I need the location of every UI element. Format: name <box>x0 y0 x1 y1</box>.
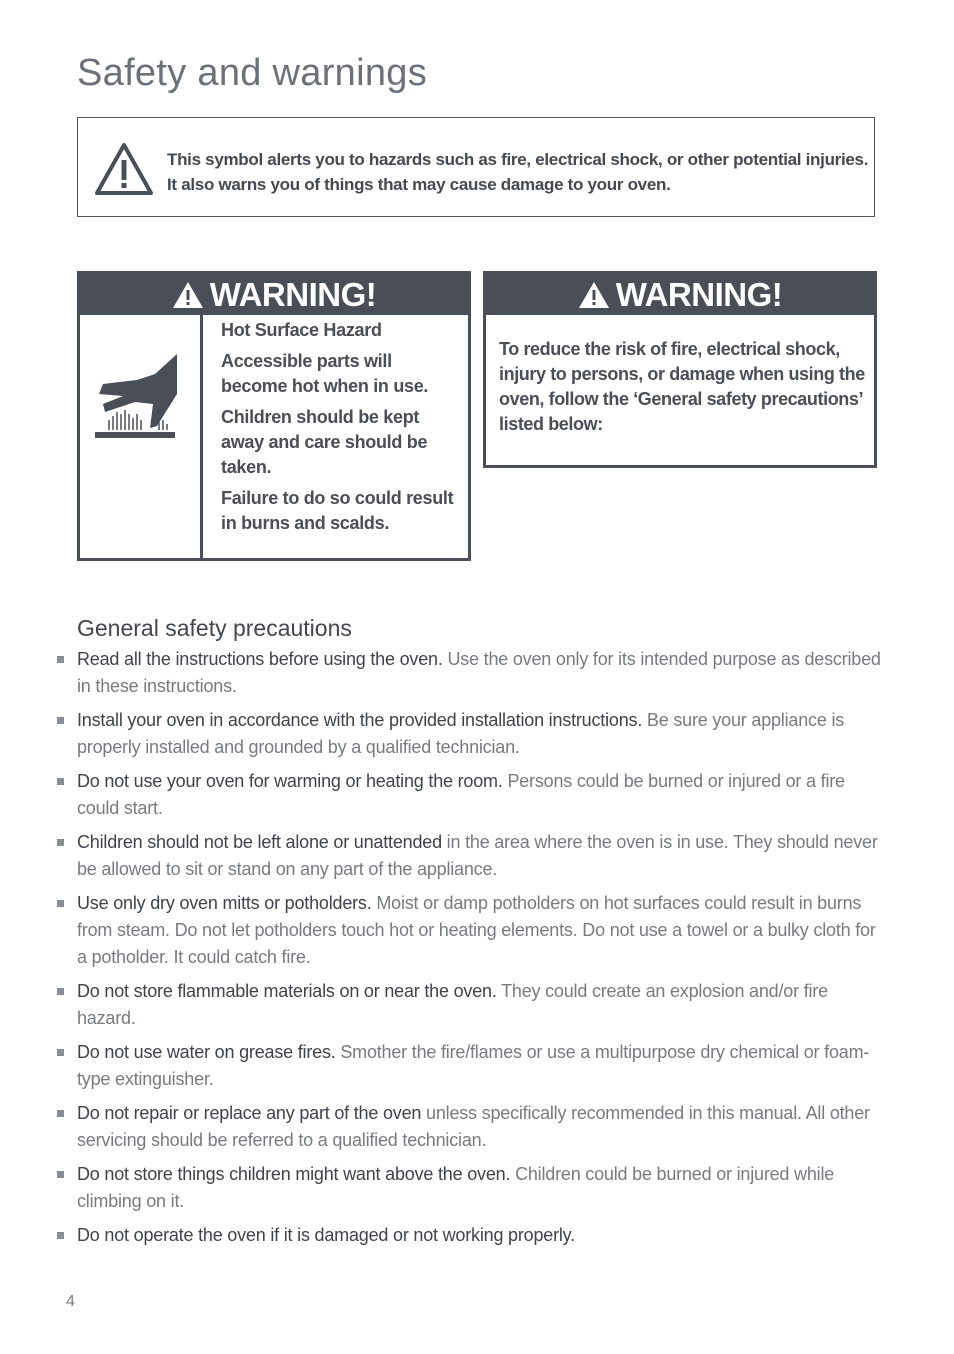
page-number: 4 <box>66 1293 75 1310</box>
item-lead: Do not operate the oven if it is damaged or not working properly. <box>77 1225 575 1245</box>
alert-text: This symbol alerts you to hazards such as fire, electrical shock, or other potential injuries. It also warns you of things that may cause damage to your oven. <box>167 150 869 194</box>
item-lead: Install your oven in accordance with the provided installation instructions. <box>77 710 643 730</box>
item-detail: Children could be burned or injured while climbing on it. <box>77 1164 835 1211</box>
item-detail: Use the oven only for its intended purpose as described in these instructions. <box>77 649 881 696</box>
precautions-list <box>77 646 882 1256</box>
general-warning <box>483 271 877 468</box>
warning-header <box>80 274 468 315</box>
list-item <box>77 1039 882 1093</box>
item-detail: Smother the fire/flames or use a multipurpose dry chemical or foam-type extinguisher. <box>77 1042 870 1089</box>
list-item <box>77 646 882 700</box>
section-title: General safety precautions <box>77 615 352 641</box>
list-item <box>77 768 882 822</box>
item-detail: Moist or damp potholders on hot surfaces could result in burns from steam. Do not let potholders touch hot or heating elements. Do not use a towel or a bulky cloth for a potholder. It could catch fire. <box>77 893 876 967</box>
item-detail: They could create an explosion and/or fire hazard. <box>77 981 828 1028</box>
warning-triangle-icon <box>172 281 204 309</box>
warning-line: Children should be kept away and care should be taken. <box>221 407 428 477</box>
item-lead: Do not repair or replace any part of the oven <box>77 1103 422 1123</box>
item-detail: in the area where the oven is in use. They should never be allowed to sit or stand on any part of the appliance. <box>77 832 878 879</box>
item-detail: Be sure your appliance is properly installed and grounded by a qualified technician. <box>77 710 845 757</box>
list-item <box>77 707 882 761</box>
item-lead: Read all the instructions before using the oven. <box>77 649 443 669</box>
list-item <box>77 829 882 883</box>
warning-line: Failure to do so could result in burns and scalds. <box>221 488 454 533</box>
warning-heading: Hot Surface Hazard <box>221 320 382 340</box>
hot-surface-warning <box>77 271 471 561</box>
item-lead: Do not store flammable materials on or near the oven. <box>77 981 497 1001</box>
item-detail: unless specifically recommended in this manual. All other servicing should be referred to a qualified technician. <box>77 1103 870 1150</box>
warning-label: WARNING! <box>615 275 783 313</box>
list-item <box>77 978 882 1032</box>
list-item <box>77 890 882 971</box>
hot-surface-hand-icon <box>95 354 177 442</box>
alert-box <box>77 117 875 217</box>
warning-label: WARNING! <box>209 275 377 313</box>
warning-triangle-icon <box>578 281 610 309</box>
page-title: Safety and warnings <box>77 52 428 94</box>
item-detail: Persons could be burned or injured or a fire could start. <box>77 771 845 818</box>
item-lead: Use only dry oven mitts or potholders. <box>77 893 372 913</box>
item-lead: Do not use water on grease fires. <box>77 1042 336 1062</box>
list-item <box>77 1161 882 1215</box>
item-lead: Do not use your oven for warming or heating the room. <box>77 771 503 791</box>
item-lead: Do not store things children might want above the oven. <box>77 1164 511 1184</box>
list-item <box>77 1100 882 1154</box>
warning-header <box>486 274 874 315</box>
list-item <box>77 1222 882 1249</box>
warning-line: Accessible parts will become hot when in use. <box>221 351 429 396</box>
warning-text: To reduce the risk of fire, electrical shock, injury to persons, or damage when using the oven, follow the ‘General safety precautions’ listed below: <box>499 339 865 434</box>
item-lead: Children should not be left alone or unattended <box>77 832 442 852</box>
divider <box>200 315 203 558</box>
warning-triangle-icon <box>94 142 154 196</box>
